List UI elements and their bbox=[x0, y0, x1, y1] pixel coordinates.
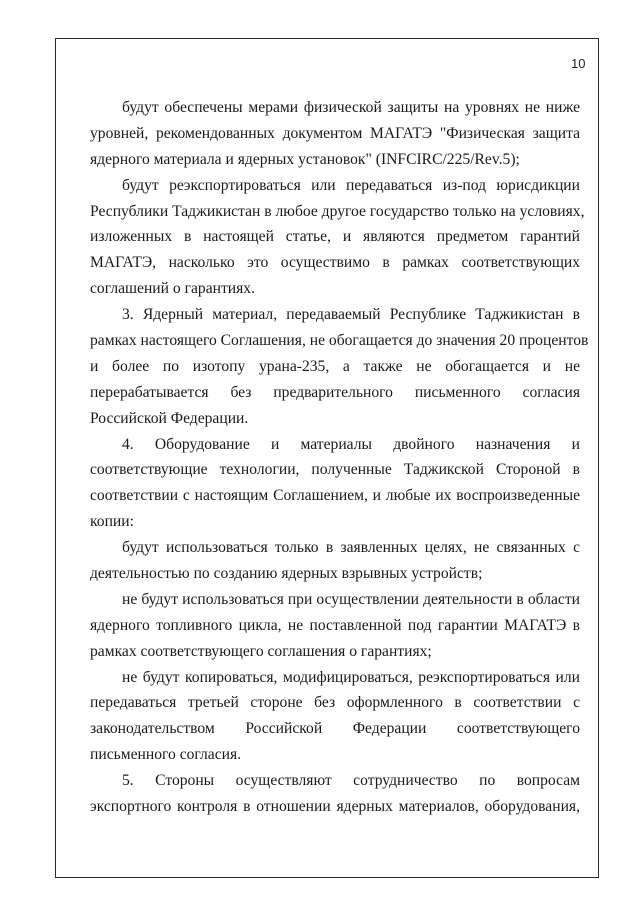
text-line: изложенных в настоящей статье, и являются предметом гарантий bbox=[90, 228, 580, 246]
text-line: экспортного контроля в отношении ядерных материалов, оборудования, bbox=[90, 798, 580, 816]
text-line: 4. Оборудование и материалы двойного назначения и bbox=[122, 435, 580, 453]
text-line: соответствующие технологии, полученные Таджикской Стороной в bbox=[90, 461, 580, 479]
text-line: будут обеспечены мерами физической защиты на уровнях не ниже bbox=[122, 99, 580, 116]
text-line: не будут использоваться при осуществлении деятельности в области bbox=[122, 590, 580, 608]
text-line: МАГАТЭ, насколько это осуществимо в рамках соответствующих bbox=[90, 254, 580, 272]
text-line: копии: bbox=[90, 513, 134, 531]
text-line: Республики Таджикистан в любое другое государство только на условиях, bbox=[90, 202, 585, 220]
text-line: будут реэкспортироваться или передаваться из-под юрисдикции bbox=[122, 176, 580, 194]
text-line: ядерного материала и ядерных установок" (INFCIRC/225/Rev.5); bbox=[90, 150, 520, 168]
text-line: рамках настоящего Соглашения, не обогащается до значения 20 процентов bbox=[90, 332, 589, 350]
text-line: 5. Стороны осуществляют сотрудничество по вопросам bbox=[122, 772, 580, 790]
text-line: Российской Федерации. bbox=[90, 409, 249, 427]
text-line: соответствии с настоящим Соглашением, и любые их воспроизведенные bbox=[90, 487, 580, 505]
text-line: перерабатывается без предварительного письменного согласия bbox=[90, 383, 580, 401]
text-line: передаваться третьей стороне без оформленного в соответствии с bbox=[90, 694, 580, 712]
text-line: деятельностью по созданию ядерных взрывных устройств; bbox=[90, 565, 483, 583]
text-line: законодательством Российской Федерации соответствующего bbox=[90, 720, 580, 738]
text-line: ядерного топливного цикла, не поставленной под гарантии МАГАТЭ в bbox=[90, 616, 580, 634]
text-line: соглашений о гарантиях. bbox=[90, 280, 255, 298]
text-line: 3. Ядерный материал, передаваемый Республике Таджикистан в bbox=[122, 306, 580, 324]
text-line: письменного согласия. bbox=[90, 746, 242, 764]
text-line: уровней, рекомендованных документом МАГАТЭ "Физическая защита bbox=[90, 124, 580, 142]
document-body bbox=[90, 95, 589, 820]
text-line: не будут копироваться, модифицироваться, реэкспортироваться или bbox=[122, 668, 580, 686]
text-line: рамках соответствующего соглашения о гарантиях; bbox=[90, 642, 432, 660]
page-number: 10 bbox=[571, 56, 586, 71]
text-line: будут использоваться только в заявленных целях, не связанных с bbox=[122, 539, 580, 557]
text-line: и более по изотопу урана-235, а также не обогащается и не bbox=[90, 357, 580, 375]
